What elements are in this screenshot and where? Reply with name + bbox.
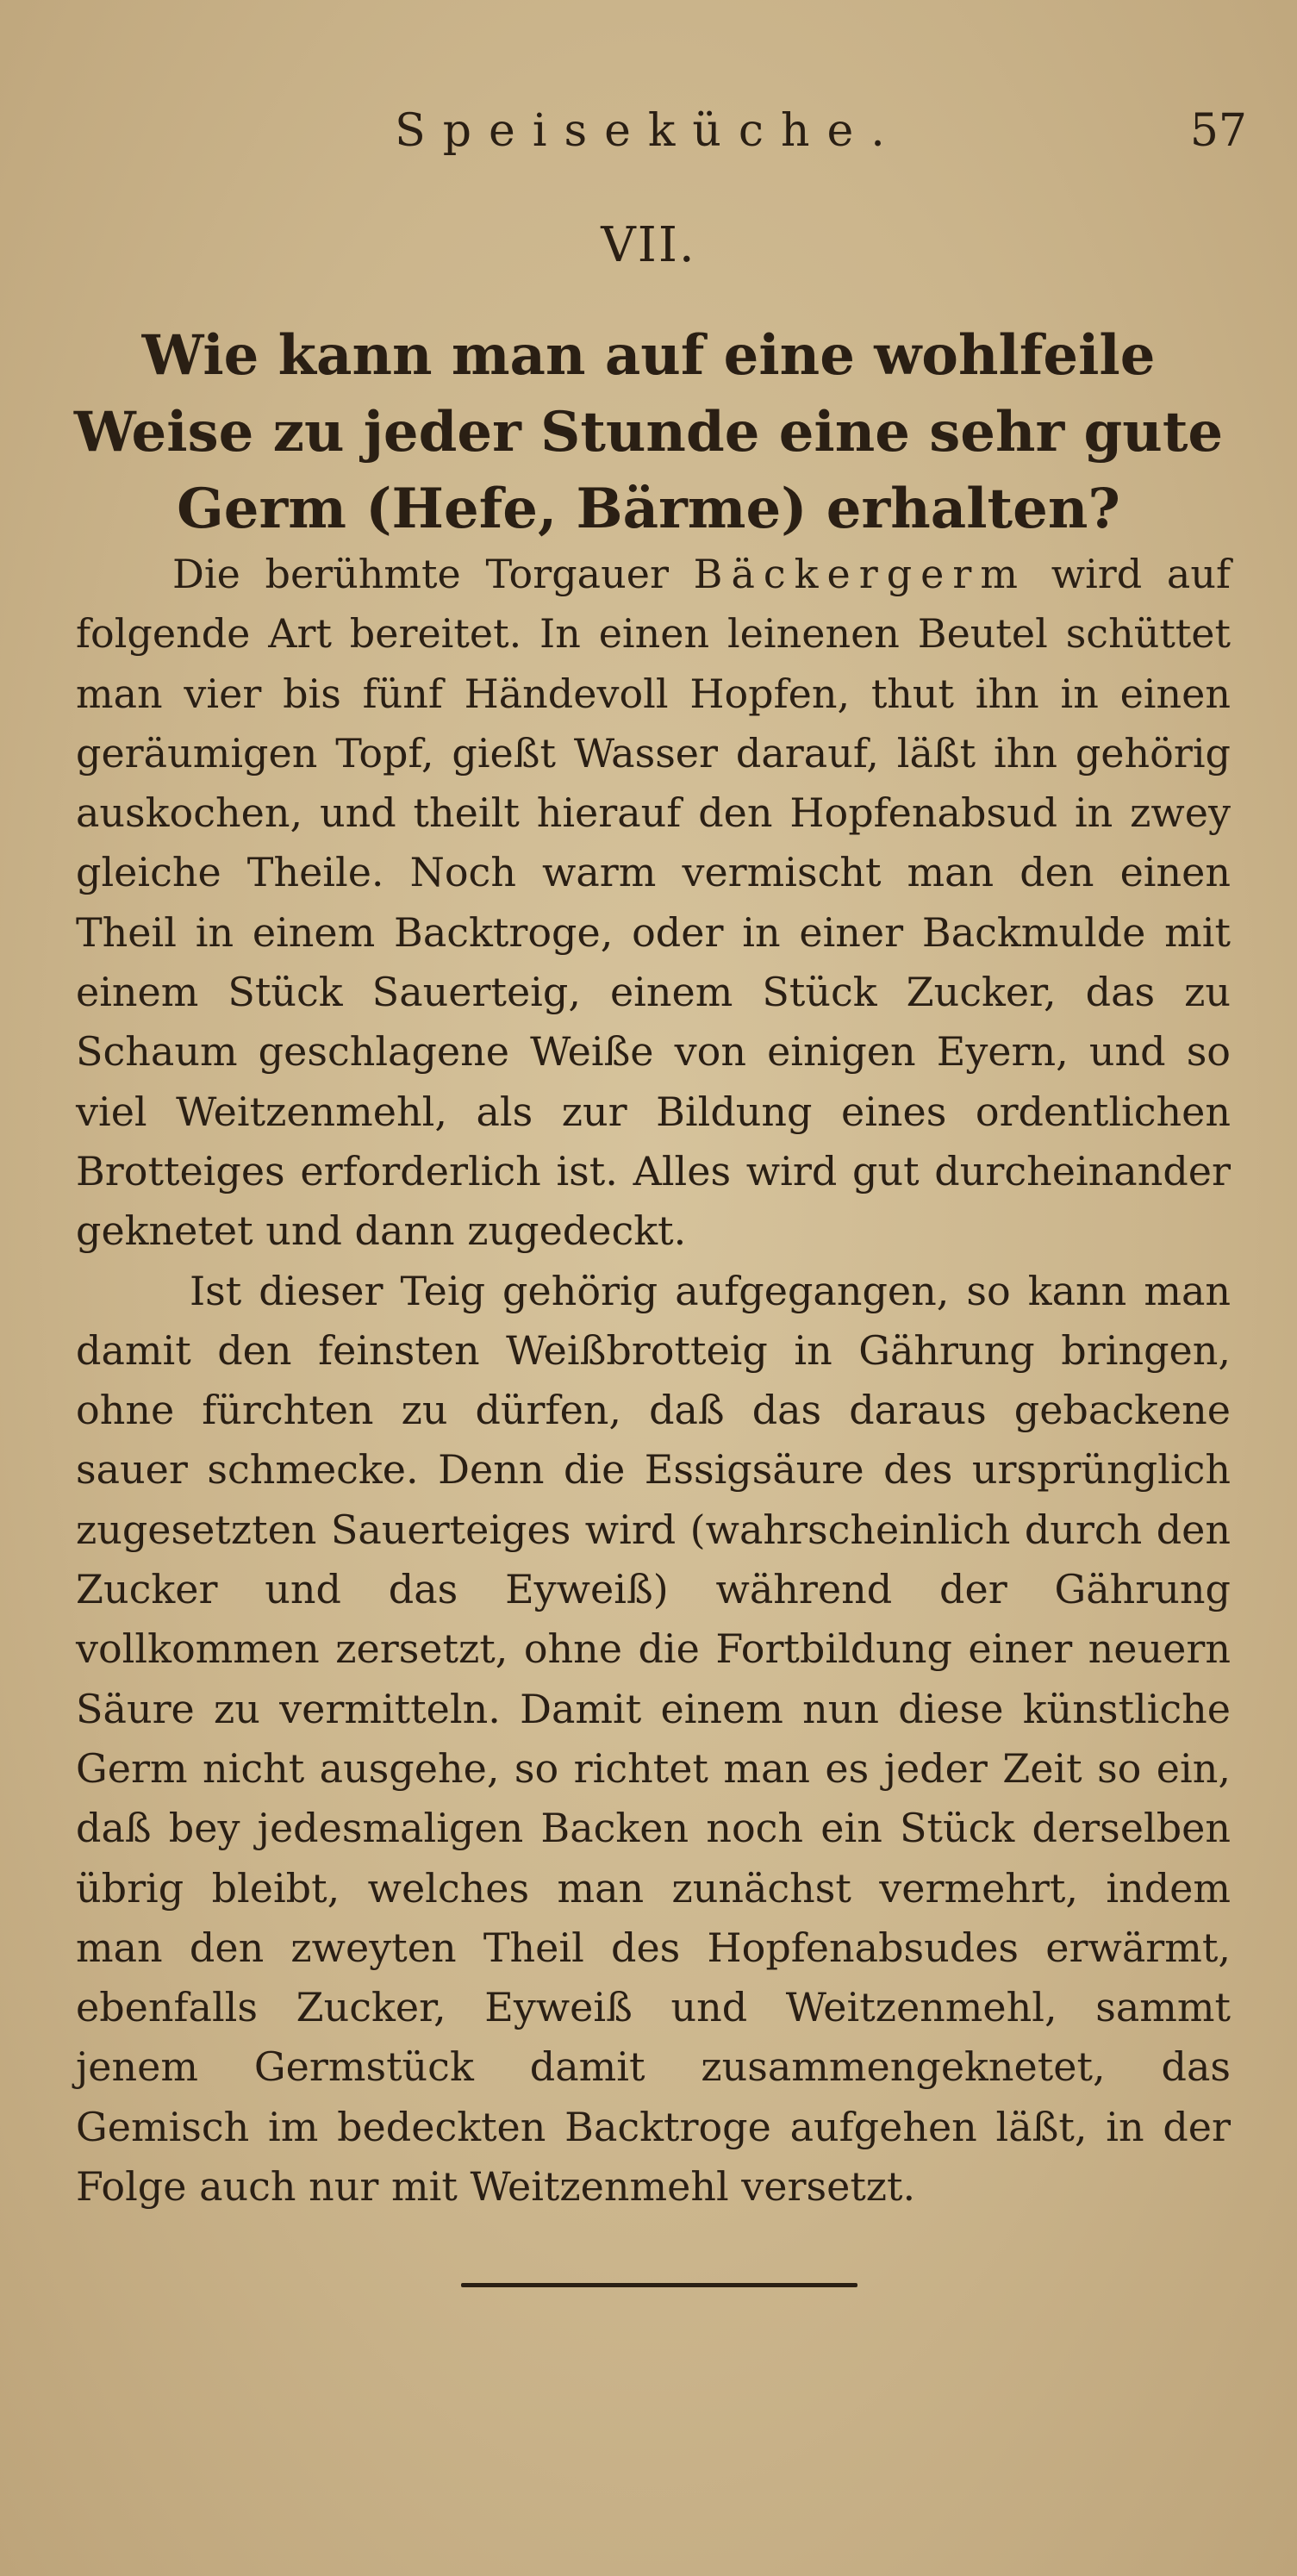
closing-rule bbox=[461, 2283, 857, 2287]
paragraph-2: Ist dieser Teig gehörig aufgegangen, so kann man damit den feinsten Weißbrotteig in Gährung bringen, ohne fürchten zu dürfen, daß das daraus gebackene sauer schmecke. Denn die Essigsäure des ursprünglich zugesetzten Sauerteiges wird (wahrscheinlich durch den Zucker und das Eyweiß) während der Gährung vollkommen zersetzt, ohne die Fortbildung einer neuern Säure zu vermitteln. Damit einem nun diese künstliche Germ nicht ausgehe, so richtet man es jeder Zeit so ein, daß bey jedesmaligen Backen noch ein Stück derselben übrig bleibt, welches man zunächst vermehrt, indem man den zweyten Theil des Hopfenabsudes erwärmt, ebenfalls Zucker, Eyweiß und Weitzenmehl, sammt jenem Germstück damit zusammengeknetet, das Gemisch im bedeckten Backtroge aufgehen läßt, in der Folge auch nur mit Weitzenmehl versetzt. bbox=[76, 1267, 1231, 2211]
emphasized-term: Bäckergerm bbox=[693, 551, 1027, 597]
paragraph-1 bbox=[76, 545, 1231, 1262]
running-head: Speiseküche. bbox=[395, 105, 902, 157]
page-header bbox=[0, 105, 1297, 174]
paragraph-1-rest: wird auf folgende Art bereitet. In einen leinenen Beutel schüttet man vier bis fünf Händevoll Hopfen, thut ihn in einen geräumigen Topf, gießt Wasser darauf, läßt ihn gehörig auskochen, und theilt hierauf den Hopfenabsud in zwey gleiche Theile. Noch warm vermischt man den einen Theil in einem Backtroge, oder in einer Backmulde mit einem Stück Sauerteig, einem Stück Zucker, das zu Schaum geschlagene Weiße von einigen Eyern, und so viel Weitzenmehl, als zur Bildung eines ordentlichen Brotteiges erforderlich ist. Alles wird gut durcheinander geknetet und dann zugedeckt. bbox=[76, 551, 1232, 1255]
page-number: 57 bbox=[1189, 105, 1247, 157]
body-text bbox=[76, 545, 1231, 2217]
paragraph-1-lead: Die berühmte Torgauer bbox=[172, 551, 694, 597]
section-title: Wie kann man auf eine wohlfeile Weise zu jeder Stunde eine sehr gute Germ (Hefe, Bärme) erhalten? bbox=[73, 323, 1224, 541]
section-number: VII. bbox=[601, 217, 696, 273]
